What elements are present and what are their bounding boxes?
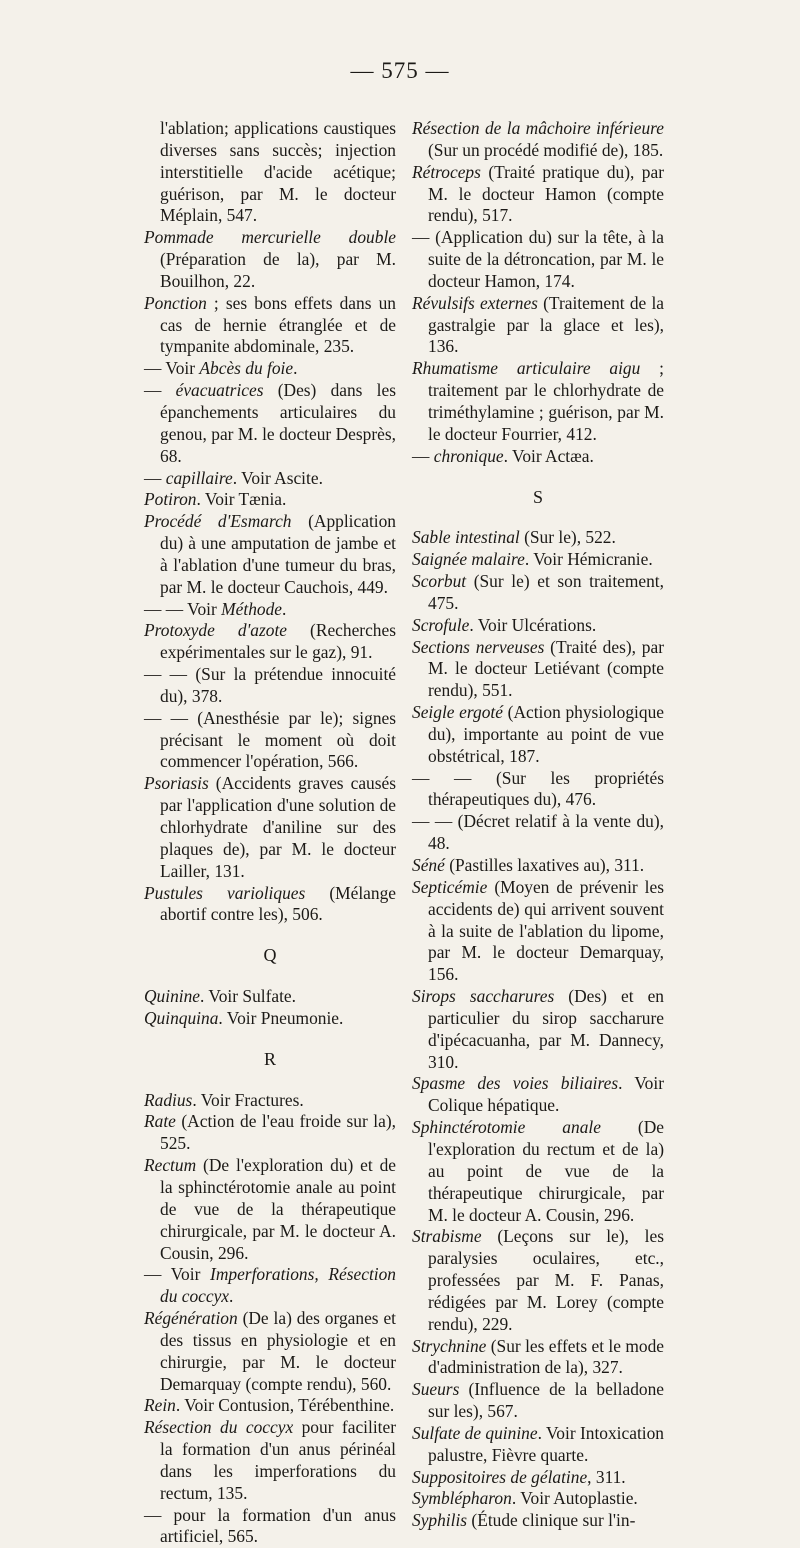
index-entry-text: (Sur les propriétés thérapeutiques du), 476. [428, 767, 664, 810]
index-entry-title: Sections nerveuses [412, 636, 545, 657]
index-entry [144, 708, 396, 774]
index-entry [412, 1467, 664, 1489]
index-entry-title: Scorbut [412, 571, 467, 592]
index-entry-text: . Voir Ascite. [232, 467, 323, 488]
index-entry [412, 877, 664, 986]
index-entry-title: Procédé d'Esmarch [144, 511, 292, 532]
index-entry-prefix: — Voir [144, 1264, 211, 1285]
index-entry-title: Rate [144, 1111, 176, 1132]
index-entry-text: . Voir Intoxication palustre, Fièvre quarte. [428, 1422, 664, 1465]
index-entry-title: Protoxyde d'azote [144, 620, 287, 641]
index-entry-text: pour faciliter la formation d'un anus périnéal dans les imperforations du rectum, 135. [160, 1417, 396, 1503]
index-entry [144, 1264, 396, 1308]
index-entry-text: ; ses bons effets dans un cas de hernie étranglée et de tympanite abdominale, 235. [160, 292, 396, 357]
index-section-letter: Q [263, 945, 277, 966]
index-entry [144, 227, 396, 293]
index-entry-prefix: — [412, 227, 436, 248]
index-entry-text: (Étude clinique sur l'in- [467, 1510, 636, 1531]
index-entry [144, 489, 396, 511]
index-entry-text: (Action physiologique du), importante au point de vue obstétrical, 187. [428, 702, 664, 766]
index-entry [144, 511, 396, 598]
index-entry-text: (Traité pratique du), par M. le docteur Hamon (compte rendu), 517. [428, 161, 664, 226]
index-entry-title: Séné [412, 855, 445, 875]
index-entry-title: Suppositoires de gélatine [412, 1466, 588, 1487]
index-entry-text: (Sur les effets et le mode d'administration de la), 327. [428, 1335, 664, 1378]
index-entry-text: (Traité des), par M. le docteur Letiévant (compte rendu), 551. [428, 636, 665, 701]
index-entry-text: pour la formation d'un anus artificiel, 565. [160, 1504, 396, 1547]
index-entry-text: (Action de l'eau froide sur la), 525. [160, 1111, 396, 1154]
index-entry-text: , 311. [587, 1466, 626, 1487]
index-entry-text: (Mélange abortif contre les), 506. [160, 882, 397, 925]
index-entry [144, 118, 396, 227]
index-entry-title: Résection du coccyx [144, 1417, 294, 1438]
index-entry [412, 227, 664, 293]
index-entry-text: (Leçons sur le), les paralysies oculaires, etc., professées par M. F. Panas, rédigées par M. Lorey (compte rendu), 229. [428, 1226, 664, 1334]
index-entry-title: Scrofule [412, 614, 470, 635]
index-entry-text: (Sur un procédé modifié de), 185. [428, 139, 664, 160]
index-entry [144, 1395, 396, 1417]
index-entry-text: (Traitement de la gastralgie par la glace et les), 136. [428, 292, 664, 357]
index-entry-text: (Sur le) et son traitement, 475. [428, 571, 664, 613]
index-entry-prefix: — — [412, 767, 496, 788]
index-entry-title: Sueurs [412, 1379, 460, 1400]
index-entry-text: . [229, 1286, 234, 1307]
index-entry-text: (Moyen de prévenir les accidents de) qui arrivent souvent à la suite de l'ablation du lipome, par M. le docteur Demarquay, 156. [428, 876, 664, 985]
index-entry-title: Ponction [144, 292, 207, 313]
index-entry [412, 1423, 664, 1467]
index-entry-text: . Voir Ulcérations. [469, 614, 597, 635]
index-entry-title: Quinine [144, 986, 201, 1007]
index-entry-prefix: — [144, 1504, 174, 1525]
index-entry-title: chronique [433, 445, 504, 466]
index-entry-title: Strabisme [412, 1226, 482, 1247]
index-entry [144, 358, 396, 380]
index-entry-prefix: — — Voir [144, 598, 222, 619]
index-entry-title: Rhumatisme articulaire aigu [412, 358, 641, 379]
index-entry [412, 1510, 664, 1532]
index-entry [412, 702, 664, 768]
index-entry [412, 1336, 664, 1380]
index-entry-title: Septicémie [412, 876, 488, 897]
index-entry-text: (Des) et en particulier du sirop saccharure d'ipécacuanha, par M. Dannecy, 310. [428, 986, 664, 1072]
index-entry [144, 1090, 396, 1112]
index-entry [412, 855, 664, 877]
index-entry-title: Seigle ergoté [412, 702, 503, 723]
index-entry-text: . [282, 598, 287, 619]
index-entry-text: (Des) dans les épanchements articulaires du genou, par M. le docteur Desprès, 68. [160, 380, 396, 466]
index-entry [144, 1008, 396, 1030]
index-entry-text: . Voir Hémicranie. [524, 549, 653, 570]
index-entry [144, 599, 396, 621]
index-entry-text: (De l'exploration du rectum et de la) au point de vue de la thérapeutique chirurgicale, par M. le docteur A. Cousin, 296. [428, 1117, 664, 1225]
index-entry [412, 549, 664, 571]
index-entry [412, 571, 664, 615]
index-entry-text: . Voir Actæa. [503, 445, 594, 466]
index-entry-title: Quinquina [144, 1007, 219, 1028]
index-column-right [412, 118, 664, 1532]
index-entry-title: Rétroceps [412, 161, 481, 182]
index-entry-prefix: — [144, 380, 176, 401]
index-entry-text: ; traitement par le chlorhydrate de triméthylamine ; guérison, par M. le docteur Fourrier, 412. [428, 358, 664, 444]
index-entry [412, 358, 664, 445]
index-entry-title: Sphinctérotomie anale [412, 1117, 601, 1138]
index-entry-text: . Voir Contusion, Térébenthine. [175, 1395, 395, 1416]
index-entry [412, 1117, 664, 1226]
index-entry [144, 468, 396, 490]
index-entry [144, 1111, 396, 1155]
index-entry [412, 811, 664, 855]
index-entry-prefix: — — [144, 707, 198, 728]
index-entry-text: (Application du) à une amputation de jambe et à l'ablation d'une tumeur du bras, par M. le docteur Cauchois, 449. [160, 511, 396, 597]
index-entry-title: Radius [144, 1089, 193, 1110]
index-entry-title: Symblépharon [412, 1488, 512, 1509]
page-number: — 575 — [350, 58, 450, 83]
index-entry-text: . Voir Tænia. [196, 489, 287, 510]
index-entry [412, 1226, 664, 1335]
index-column-left [144, 118, 396, 1548]
index-entry-title: Psoriasis [144, 773, 209, 794]
index-entry-title: Sirops saccharures [412, 986, 555, 1007]
index-entry-text: (Pastilles laxatives au), 311. [444, 855, 645, 875]
index-entry [412, 527, 664, 549]
index-entry-title: Sulfate de quinine [412, 1422, 538, 1443]
index-entry [412, 1379, 664, 1423]
index-entry [144, 883, 396, 927]
index-entry-title: Rein [144, 1395, 176, 1416]
index-entry-text: . [293, 358, 298, 379]
index-entry-prefix: — Voir [144, 358, 200, 379]
index-entry-title: Sable intestinal [412, 527, 520, 548]
index-entry-title: Strychnine [412, 1335, 487, 1356]
index-entry [412, 1073, 664, 1117]
index-entry-text: . Voir Colique hépatique. [428, 1073, 664, 1116]
index-entry-text: . Voir Autoplastie. [511, 1488, 638, 1509]
index-entry-title: Méthode [221, 598, 282, 619]
index-entry [144, 293, 396, 359]
index-entry-prefix: — [144, 467, 166, 488]
index-entry-prefix: — [412, 445, 434, 466]
index-entry-title: Rectum [144, 1155, 197, 1176]
index-section-letter: R [263, 1048, 276, 1069]
index-entry-text: (Anesthésie par le); signes précisant le moment où doit commencer l'opération, 566. [160, 707, 397, 772]
index-entry [412, 293, 664, 359]
index-entry [412, 118, 664, 162]
index-entry-title: Pommade mercurielle double [144, 227, 396, 248]
index-entry [144, 1417, 396, 1504]
index-entry-title: Potiron [144, 489, 197, 510]
index-entry-title: Régénération [144, 1308, 238, 1329]
index-entry-title: Révulsifs externes [412, 292, 538, 313]
index-entry-title: Abcès du foie [199, 358, 294, 379]
index-entry [144, 380, 396, 467]
index-entry-text: (Sur le), 522. [519, 527, 616, 548]
index-entry-text: (De l'exploration du) et de la sphinctérotomie anale au point de vue de la thérapeutique chirurgicale, par M. le docteur A. Cousin, 296. [160, 1155, 396, 1263]
index-entry-text: (Influence de la belladone sur les), 567. [428, 1379, 664, 1422]
index-entry-title: Spasme des voies biliaires [412, 1073, 619, 1094]
index-entry-text: (Recherches expérimentales sur le gaz), 91. [160, 620, 396, 663]
index-section-letter: S [532, 486, 543, 507]
index-entry [144, 986, 396, 1008]
index-entry [412, 162, 664, 228]
index-entry-title: Imperforations, Résection du coccyx [160, 1264, 397, 1307]
index-entry [144, 1155, 396, 1264]
index-entry [412, 1488, 664, 1510]
index-entry [412, 446, 664, 468]
index-entry-text: l'ablation; applications caustiques diverses sans succès; injection interstitielle d'acide acétique; guérison, par M. le docteur Méplain, 547. [160, 118, 396, 226]
index-entry [412, 615, 664, 637]
index-entry-title: Pustules varioliques [144, 882, 306, 903]
index-entry-text: (Décret relatif à la vente du), 48. [428, 811, 664, 854]
index-entry-text: (Accidents graves causés par l'application d'une solution de chlorhydrate d'aniline sur des plaques de), par M. le docteur Lailler, 131. [160, 773, 396, 881]
index-entry-title: Saignée malaire [412, 549, 525, 570]
index-entry-text: (Préparation de la), par M. Bouilhon, 22. [160, 249, 396, 291]
index-entry-text: (Application du) sur la tête, à la suite de la détroncation, par M. le docteur Hamon, 174. [428, 227, 664, 291]
index-entry-text: . Voir Fractures. [192, 1089, 304, 1110]
index-entry-title: évacuatrices [175, 380, 264, 401]
index-entry-text: . Voir Sulfate. [200, 986, 297, 1007]
index-entry [144, 1505, 396, 1548]
index-entry [144, 773, 396, 882]
index-entry [144, 1308, 396, 1395]
index-entry-text: . Voir Pneumonie. [218, 1007, 344, 1028]
index-entry-title: capillaire [165, 467, 233, 488]
index-entry [412, 986, 664, 1073]
index-entry-text: (Sur la prétendue innocuité du), 378. [160, 664, 396, 706]
index-entry [412, 637, 664, 703]
index-entry-title: Syphilis [412, 1510, 468, 1531]
index-entry-title: Résection de la mâchoire inférieure [412, 118, 664, 138]
index-entry-prefix: — — [144, 664, 196, 685]
index-entry [144, 620, 396, 664]
index-entry-prefix: — — [412, 811, 458, 832]
index-entry [412, 768, 664, 812]
index-entry-text: (De la) des organes et des tissus en physiologie et en chirurgie, par M. le docteur Demarquay (compte rendu), 560. [160, 1308, 396, 1394]
index-entry [144, 664, 396, 708]
